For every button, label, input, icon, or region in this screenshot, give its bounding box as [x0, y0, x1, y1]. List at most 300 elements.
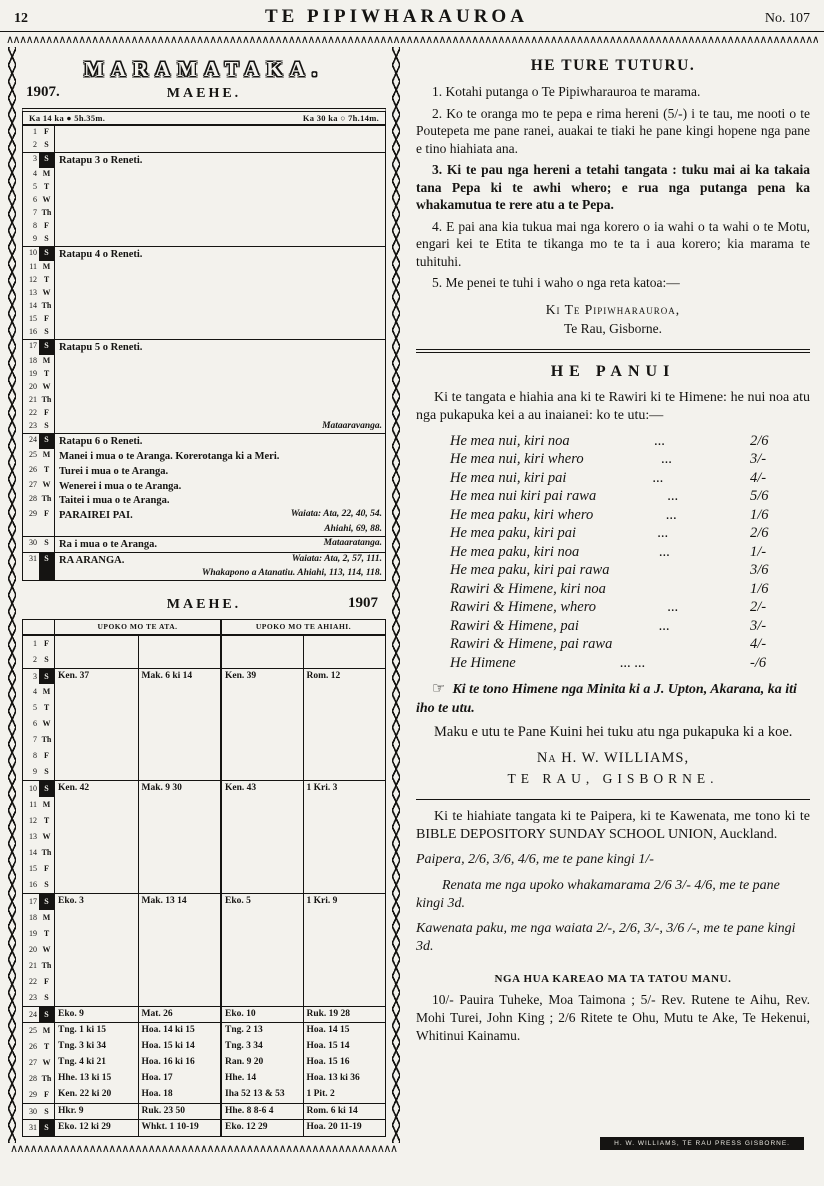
day-number: 6	[33, 194, 37, 204]
weekday-letter: W	[39, 194, 55, 207]
lesson-morning-2	[138, 652, 221, 668]
lesson-morning-1	[55, 764, 138, 780]
weekday-letter: T	[39, 274, 55, 287]
price-value: 1/6	[750, 506, 769, 523]
weekday-letter: W	[39, 829, 55, 845]
day-number: 19	[29, 369, 37, 379]
day-number: 30	[29, 537, 37, 547]
day-entry	[55, 553, 385, 581]
price-item-label: He mea nui kiri pai rawa	[450, 488, 597, 505]
lesson-evening-1	[220, 797, 303, 813]
lesson-morning-1	[55, 652, 138, 668]
lesson-morning-1	[55, 926, 138, 942]
day-note: Waiata: Ata, 2, 57, 111.	[291, 553, 382, 564]
day-number: 2	[33, 654, 37, 664]
rule-number: 3.	[432, 162, 443, 178]
lesson-morning-1	[55, 958, 138, 974]
lesson-evening-1	[220, 958, 303, 974]
price-dots: ...	[667, 599, 679, 616]
day-entry	[55, 340, 385, 355]
lesson-evening-2: Rom. 6 ki 14	[303, 1104, 386, 1120]
day-number: 8	[33, 220, 37, 230]
day-number: 13	[29, 288, 37, 298]
weekday-letter: Th	[39, 300, 55, 313]
lessons-row	[23, 926, 385, 942]
day-number: 16	[29, 327, 37, 337]
weekday-letter: T	[39, 464, 55, 479]
lesson-morning-2	[138, 700, 221, 716]
price-value: 3/-	[750, 451, 767, 468]
lessons-subheader	[22, 595, 386, 613]
page-number: 12	[14, 11, 28, 26]
weekday-letter: M	[39, 1023, 55, 1039]
bible-price-line-1: Paipera, 2/6, 3/6, 4/6, me te pane kingi 1/-	[416, 852, 654, 868]
weekday-letter: Th	[39, 207, 55, 220]
lesson-evening-2	[303, 974, 386, 990]
weekday-letter: F	[39, 974, 55, 990]
price-item-label: He mea paku, kiri pai rawa	[450, 562, 610, 579]
day-number: 28	[29, 1073, 37, 1083]
day-number: 16	[29, 879, 37, 889]
day-number: 27	[29, 1057, 37, 1067]
day-text: PARAIREI PAI.	[59, 510, 133, 522]
lesson-morning-1	[55, 845, 138, 861]
rule-text: Kotahi putanga o Te Pipiwharauroa te marama.	[445, 84, 701, 99]
lesson-evening-2	[303, 910, 386, 926]
lesson-evening-2	[303, 716, 386, 732]
lessons-row	[23, 1039, 385, 1055]
day-entry	[55, 220, 385, 233]
weekday-letter: M	[39, 684, 55, 700]
lesson-evening-2	[303, 845, 386, 861]
rule-item	[416, 83, 810, 101]
lesson-morning-2: Whkt. 1 10-19	[138, 1120, 221, 1136]
day-number: 1	[33, 127, 37, 136]
weekday-letter: S	[39, 669, 55, 685]
lessons-month: MAEHE.	[166, 597, 242, 613]
lesson-morning-2: Hoa. 14 ki 15	[138, 1023, 221, 1039]
lesson-evening-1	[220, 813, 303, 829]
calendar-row	[23, 152, 385, 168]
weekday-letter: F	[39, 748, 55, 764]
price-value: 1/-	[750, 543, 767, 560]
hand-note-text: Ki te tono Himene nga Minita ki a J. Upton, Akarana, ka iti iho te utu.	[416, 682, 797, 716]
lesson-evening-2: 1 Kri. 3	[303, 781, 386, 797]
price-value: 3/6	[750, 562, 769, 579]
calendar-row	[23, 274, 385, 287]
price-dots: ...	[654, 432, 666, 449]
price-row	[416, 543, 810, 562]
lesson-evening-2: Hoa. 15 14	[303, 1039, 386, 1055]
day-number: 18	[29, 356, 37, 366]
lesson-morning-2	[138, 926, 221, 942]
signature-place: TE RAU, GISBORNE.	[507, 770, 719, 786]
lessons-rows	[23, 635, 385, 1136]
lesson-morning-2	[138, 861, 221, 877]
lesson-morning-2	[138, 813, 221, 829]
day-text: RA ARANGA.	[59, 554, 125, 566]
price-item-label: He mea paku, kiri whero	[450, 506, 594, 523]
calendar-month: MAEHE.	[166, 86, 242, 101]
calendar-row	[23, 381, 385, 394]
lessons-row	[23, 684, 385, 700]
lesson-evening-2: Ruk. 19 28	[303, 1007, 386, 1023]
weekday-letter: S	[39, 990, 55, 1006]
lesson-morning-2	[138, 829, 221, 845]
day-entry	[55, 355, 385, 368]
lesson-evening-2: Hoa. 13 ki 36	[303, 1071, 386, 1087]
day-number: 4	[33, 687, 37, 697]
lessons-row	[23, 829, 385, 845]
lesson-morning-2	[138, 797, 221, 813]
weekday-letter: S	[39, 553, 55, 581]
price-row	[416, 635, 810, 654]
lessons-row	[23, 845, 385, 861]
day-number: 9	[33, 233, 37, 243]
calendar-row	[23, 139, 385, 152]
lesson-morning-2	[138, 974, 221, 990]
day-number: 30	[29, 1106, 37, 1116]
calendar-rows	[23, 125, 385, 580]
lesson-evening-1	[220, 990, 303, 1006]
weekday-letter: S	[39, 877, 55, 893]
weekday-letter: F	[39, 1087, 55, 1103]
rules-heading: HE TURE TUTURU.	[530, 57, 696, 74]
weekday-letter: W	[39, 381, 55, 394]
weekday-letter: Th	[39, 732, 55, 748]
price-value: 2/6	[750, 525, 769, 542]
lesson-evening-2: 1 Kri. 9	[303, 894, 386, 910]
day-entry	[55, 434, 385, 449]
day-entry	[55, 168, 385, 181]
lesson-evening-1	[220, 732, 303, 748]
day-entry	[55, 508, 385, 536]
day-entry	[55, 274, 385, 287]
lessons-header-spacer	[23, 620, 39, 634]
lesson-morning-2	[138, 958, 221, 974]
day-number: 21	[29, 395, 37, 405]
lesson-evening-2	[303, 942, 386, 958]
calendar-row	[23, 536, 385, 552]
lessons-header-row	[23, 620, 385, 635]
address-line-2: Te Rau, Gisborne.	[563, 321, 663, 337]
weekday-letter: W	[39, 479, 55, 494]
day-number: 29	[29, 509, 37, 519]
calendar-row	[23, 233, 385, 246]
lessons-row	[23, 668, 385, 685]
weekday-letter: F	[39, 407, 55, 420]
day-number: 31	[29, 553, 37, 563]
day-number: 24	[29, 435, 37, 445]
weekday-letter: W	[39, 942, 55, 958]
price-row	[416, 450, 810, 469]
lesson-morning-1	[55, 636, 138, 652]
lesson-morning-1: Hkr. 9	[58, 1105, 84, 1116]
day-entry	[55, 420, 385, 433]
weekday-letter: M	[39, 449, 55, 464]
lesson-evening-2	[303, 797, 386, 813]
rule-number: 2.	[432, 105, 443, 121]
lesson-evening-1: Ken. 39	[220, 669, 303, 685]
lessons-row	[23, 748, 385, 764]
lesson-evening-1: Ran. 9 20	[220, 1055, 303, 1071]
price-row	[416, 506, 810, 525]
lesson-morning-1	[55, 877, 138, 893]
weekday-letter: S	[39, 1007, 55, 1023]
weekday-letter: S	[39, 434, 55, 449]
lesson-morning-1	[55, 716, 138, 732]
lessons-row	[23, 1071, 385, 1087]
zigzag-rule-top	[6, 34, 818, 45]
zigzag-border-left	[8, 47, 16, 1143]
day-number: 17	[29, 341, 37, 351]
rule-item	[416, 105, 810, 158]
lesson-morning-2	[138, 877, 221, 893]
day-number: 29	[29, 1089, 37, 1099]
day-text: Turei i mua o te Aranga.	[59, 465, 169, 477]
price-row	[416, 598, 810, 617]
lessons-row	[23, 958, 385, 974]
price-item-label: He mea nui, kiri noa	[450, 432, 570, 449]
lesson-morning-2: Mat. 26	[138, 1007, 221, 1023]
weekday-letter: S	[39, 326, 55, 339]
day-number: 7	[33, 735, 37, 745]
day-number: 28	[29, 494, 37, 504]
subscriptions-heading: NGA HUA KAREAO MA TA TATOU MANU.	[494, 973, 732, 986]
price-value: 4/-	[750, 636, 767, 653]
weekday-letter: M	[39, 261, 55, 274]
month-calendar-table	[22, 108, 386, 581]
weekday-letter: S	[39, 652, 55, 668]
day-entry	[55, 287, 385, 300]
paper-title: TE PIPIWHARAUROA	[264, 6, 528, 27]
lesson-morning-1	[55, 829, 138, 845]
lesson-morning-2: Hoa. 16 ki 16	[138, 1055, 221, 1071]
price-dots: ...	[652, 469, 664, 486]
day-number: 26	[29, 464, 37, 474]
weekday-letter: M	[39, 797, 55, 813]
lesson-morning-2	[138, 990, 221, 1006]
day-text: Manei i mua o te Aranga. Korerotanga ki a Meri.	[59, 450, 280, 462]
weekday-letter: S	[39, 781, 55, 797]
weekday-letter: F	[39, 861, 55, 877]
price-row	[416, 487, 810, 506]
lesson-morning-2	[138, 910, 221, 926]
lesson-evening-2	[303, 958, 386, 974]
price-dots	[612, 635, 750, 654]
lesson-morning-1: Tng. 1 ki 15	[58, 1025, 107, 1036]
day-number: 10	[29, 247, 37, 257]
lesson-evening-2: Rom. 12	[303, 669, 386, 685]
weekday-letter: T	[39, 1039, 55, 1055]
weekday-letter: T	[39, 368, 55, 381]
lesson-evening-1	[220, 716, 303, 732]
lesson-evening-1	[220, 636, 303, 652]
weekday-letter: M	[39, 355, 55, 368]
price-row	[416, 617, 810, 636]
calendar-row	[23, 407, 385, 420]
lesson-morning-1: Ken. 37	[58, 670, 90, 681]
weekday-letter: T	[39, 813, 55, 829]
weekday-letter: S	[39, 1104, 55, 1120]
day-entry	[55, 313, 385, 326]
price-dots	[609, 561, 750, 580]
lessons-row	[23, 1006, 385, 1023]
bible-price-line-2: Renata me nga upoko whakamarama 2/6 3/- 4/6, me te pane kingi 3d.	[416, 877, 780, 911]
price-dots: ...	[661, 451, 673, 468]
hand-note	[416, 679, 810, 718]
day-text: Ra i mua o te Aranga.	[59, 538, 157, 550]
day-number: 26	[29, 1041, 37, 1051]
day-entry	[55, 493, 385, 508]
price-row	[416, 654, 810, 673]
day-number: 5	[33, 703, 37, 713]
lesson-evening-1	[220, 845, 303, 861]
lessons-row	[23, 716, 385, 732]
day-entry	[55, 300, 385, 313]
rule-number: 1.	[432, 84, 443, 99]
price-row	[416, 524, 810, 543]
lesson-evening-1	[220, 829, 303, 845]
printer-imprint: H. W. WILLIAMS, TE RAU PRESS GISBORNE.	[600, 1137, 804, 1150]
lesson-morning-2	[138, 764, 221, 780]
rule-text: E pai ana kia tukua mai nga korero o ia wahi o ta wahi o te Motu, engari kei te Etita te tikanga mo te ta i aua korero; kia marama te tuhituhi.	[416, 218, 810, 269]
lessons-row	[23, 797, 385, 813]
day-entry	[55, 247, 385, 262]
lesson-evening-1: Ken. 43	[220, 781, 303, 797]
moon-phase-full: Ka 30 ka ○ 7h.14m.	[302, 113, 379, 123]
calendar-title: MARAMATAKA.	[83, 57, 325, 81]
calendar-row	[23, 246, 385, 262]
lessons-row	[23, 1103, 385, 1120]
price-item-label: He mea nui, kiri whero	[450, 451, 584, 468]
lesson-morning-2: Mak. 9 30	[138, 781, 221, 797]
day-entry	[55, 181, 385, 194]
bible-price-line-3: Kawenata paku, me nga waiata 2/-, 2/6, 3/-, 3/6 /-, me te pane kingi 3d.	[416, 921, 796, 955]
calendar-row	[23, 168, 385, 181]
day-number: 11	[29, 262, 37, 272]
rule-number: 4.	[432, 218, 443, 234]
address-line-1: Ki Te Pipiwharauroa,	[545, 302, 681, 318]
lesson-morning-2: Mak. 6 ki 14	[138, 669, 221, 685]
lessons-row	[23, 1022, 385, 1039]
day-text: Taitei i mua o te Aranga.	[59, 495, 170, 507]
moon-phase-row	[23, 112, 385, 125]
lessons-row	[23, 1119, 385, 1136]
rule-item	[416, 274, 810, 292]
day-number: 14	[29, 301, 37, 311]
calendar-row	[23, 125, 385, 139]
day-number: 3	[33, 153, 37, 163]
masthead	[0, 0, 824, 32]
lesson-morning-1	[55, 797, 138, 813]
day-number: 13	[29, 831, 37, 841]
weekday-letter: S	[39, 153, 55, 168]
price-row	[416, 561, 810, 580]
calendar-row	[23, 508, 385, 536]
day-number: 15	[29, 314, 37, 324]
day-note: Waiata: Ata, 22, 40, 54.	[290, 509, 382, 520]
price-row	[416, 432, 810, 451]
day-number: 10	[29, 784, 37, 794]
day-number: 20	[29, 382, 37, 392]
lesson-morning-2: Mak. 13 14	[138, 894, 221, 910]
calendar-row	[23, 220, 385, 233]
weekday-letter: S	[39, 340, 55, 355]
lesson-morning-1: Ken. 22 ki 20	[58, 1088, 112, 1099]
lesson-morning-1	[55, 813, 138, 829]
day-number: 14	[29, 847, 37, 857]
lesson-evening-1	[220, 861, 303, 877]
calendar-row	[23, 433, 385, 449]
lesson-evening-1: Iha 52 13 & 53	[220, 1087, 303, 1103]
double-rule	[416, 349, 810, 353]
price-item-label: He mea nui, kiri pai	[450, 469, 567, 486]
lesson-evening-1: Eko. 10	[220, 1007, 303, 1023]
lesson-morning-2	[138, 636, 221, 652]
day-note-2: Whakapono a Atanatiu. Ahiahi, 113, 114, 118.	[201, 568, 382, 579]
day-number: 1	[33, 639, 37, 649]
lesson-morning-2	[138, 684, 221, 700]
weekday-letter: S	[39, 247, 55, 262]
calendar-subheader	[22, 84, 386, 102]
calendar-row	[23, 479, 385, 494]
weekday-letter: S	[39, 537, 55, 552]
calendar-box	[8, 47, 400, 1154]
day-entry	[55, 394, 385, 407]
price-item-label: Rawiri & Himene, pai rawa	[450, 636, 613, 653]
calendar-row	[23, 181, 385, 194]
calendar-row	[23, 194, 385, 207]
lesson-evening-2	[303, 732, 386, 748]
day-number: 24	[29, 1009, 37, 1019]
price-value: 3/-	[750, 617, 767, 634]
lesson-morning-1: Tng. 4 ki 21	[58, 1056, 107, 1067]
price-value: 4/-	[750, 469, 767, 486]
day-number: 12	[29, 275, 37, 285]
lesson-morning-2: Hoa. 15 ki 14	[138, 1039, 221, 1055]
lesson-evening-1	[220, 652, 303, 668]
calendar-row	[23, 326, 385, 339]
lesson-evening-1	[220, 942, 303, 958]
day-number: 25	[29, 1026, 37, 1036]
lesson-morning-1: Hhe. 13 ki 15	[58, 1072, 112, 1083]
signature-name: Na H. W. WILLIAMS,	[536, 749, 690, 766]
weekday-letter: W	[39, 1055, 55, 1071]
price-list	[416, 432, 810, 673]
day-number: 8	[33, 751, 37, 761]
day-number: 18	[29, 912, 37, 922]
day-entry	[55, 126, 385, 139]
lessons-row	[23, 990, 385, 1006]
lesson-evening-2: Hoa. 20 11-19	[303, 1120, 386, 1136]
calendar-year: 1907.	[26, 84, 60, 100]
lesson-evening-2	[303, 861, 386, 877]
price-value: 5/6	[750, 488, 769, 505]
price-item-label: Rawiri & Himene, pai	[450, 617, 579, 634]
weekday-letter: W	[39, 716, 55, 732]
day-number: 25	[29, 449, 37, 459]
lesson-evening-1	[220, 910, 303, 926]
lessons-year: 1907	[348, 595, 378, 612]
lesson-evening-1: Hhe. 14	[220, 1071, 303, 1087]
weekday-letter: F	[39, 508, 55, 536]
price-dots: ...	[657, 525, 669, 542]
lessons-row	[23, 893, 385, 910]
lessons-header-spacer	[39, 620, 55, 634]
day-text: Ratapu 5 o Reneti.	[59, 342, 143, 354]
moon-phase-new: Ka 14 ka ● 5h.35m.	[29, 113, 106, 123]
